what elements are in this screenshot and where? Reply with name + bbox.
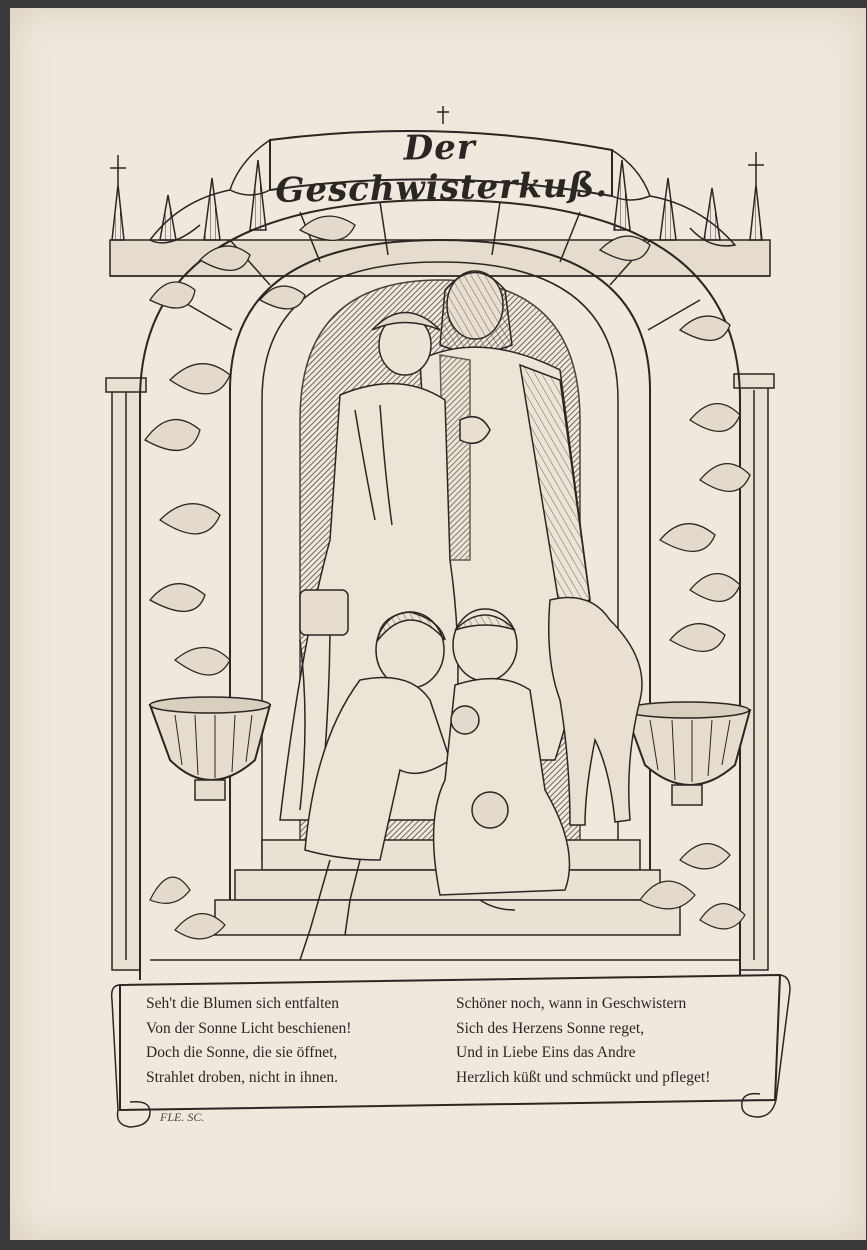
verse-right: [456, 992, 710, 1090]
verse-line: Sich des Herzens Sonne reget,: [456, 1019, 645, 1037]
verse-line: Doch die Sonne, die sie öffnet,: [146, 1044, 338, 1061]
spire-left-1: [110, 155, 126, 240]
verse-line: Herzlich küßt und schmückt und pfleget!: [456, 1068, 711, 1086]
verse-line: Und in Liebe Eins das Andre: [456, 1044, 636, 1061]
verse-line: Schöner noch, wann in Geschwistern: [456, 995, 687, 1012]
verse-left: [146, 992, 351, 1090]
verse-line: Seh't die Blumen sich entfalten: [146, 995, 340, 1012]
verse-line: Strahlet droben, nicht in ihnen.: [146, 1068, 338, 1086]
verse-line: Von der Sonne Licht beschienen!: [146, 1019, 352, 1037]
engraving-title: Der Geschwisterkuß.: [275, 127, 609, 211]
engraver-signature: FLE. SC.: [160, 1110, 205, 1124]
